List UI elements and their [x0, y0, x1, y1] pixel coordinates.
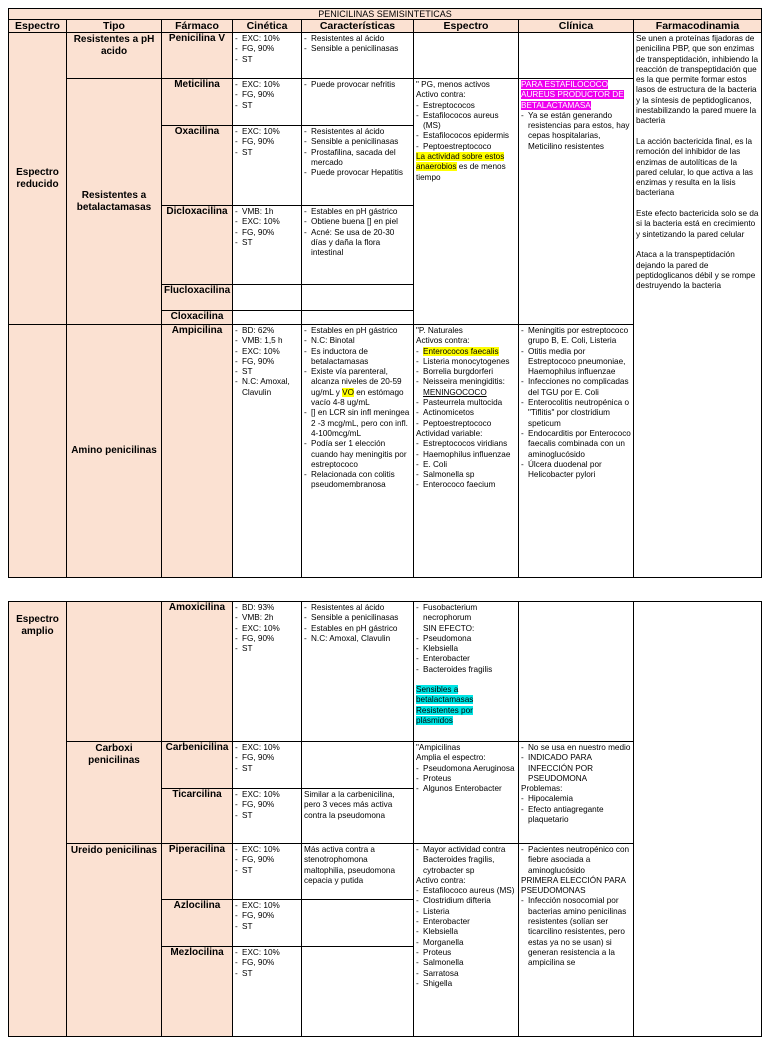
- list-item: - Fusobacterium necrophorum: [416, 603, 516, 624]
- drug-flucloxacilina: Flucloxacilina: [162, 285, 233, 311]
- list-item: - Pseudomona Aeruginosa: [416, 764, 516, 774]
- list-item: - Sensible a penicilinasas: [304, 44, 411, 54]
- list-item: - Sensible a penicilinasas: [304, 137, 411, 147]
- header-row: [9, 20, 762, 33]
- list-item: - Clostridium difteria: [416, 896, 516, 906]
- farmacodinamia-cell: [634, 33, 762, 578]
- header-farmaco: Fármaco: [162, 20, 233, 33]
- penicilinas-table: [8, 8, 762, 578]
- table-title: PENICILINAS SEMISINTETICAS: [9, 9, 762, 20]
- list-item: - EXC: 10%: [235, 948, 299, 958]
- espectro-cell: [414, 79, 519, 325]
- list-item: - FG, 90%: [235, 44, 299, 54]
- highlight: La actividad sobre estos anaerobios: [416, 152, 505, 172]
- list-item: - Haemophilus influenzae: [416, 450, 516, 460]
- list-item: - Estafilococo aureus (MS): [416, 886, 516, 896]
- list-item: - EXC: 10%: [235, 347, 299, 357]
- header-espectro-2: Espectro: [414, 20, 519, 33]
- cinetica-cell: [233, 947, 302, 1037]
- list-item: - BD: 93%: [235, 603, 299, 613]
- list-item: - Estables en pH gástrico: [304, 624, 411, 634]
- drug-ticarcilina: Ticarcilina: [162, 789, 233, 844]
- espectro-reducido-cell: Espectro reducido: [9, 33, 67, 325]
- list-item: - Otitis media por Estreptococo pneumoniae, Haemophilus influenzae: [521, 347, 631, 378]
- list-item: - Estreptococos: [416, 101, 516, 111]
- espectro-cell: [414, 742, 519, 844]
- cinetica-cell: [233, 126, 302, 206]
- text: [521, 80, 631, 111]
- header-caracteristicas: Características: [302, 20, 414, 33]
- list-item: - FG, 90%: [235, 800, 299, 810]
- list-item: - EXC: 10%: [235, 624, 299, 634]
- tipo-carboxi-cell: Carboxi penicilinas: [67, 742, 162, 844]
- header-clinica: Clínica: [519, 20, 634, 33]
- list-item: - Infecciones no complicadas del TGU por E. Coli: [521, 377, 631, 398]
- list-item: - Acné: Se usa de 20-30 días y daña la flora intestinal: [304, 228, 411, 259]
- drug-ampicilina: Ampicilina: [162, 325, 233, 578]
- list-item: - ST: [235, 148, 299, 158]
- list-item: - EXC: 10%: [235, 901, 299, 911]
- list-item: - Estables en pH gástrico: [304, 326, 411, 336]
- list-item: - Infección nosocomial por bacterias amino penicilinas resistentes (solían ser ticarcilino resistentes, pero estas ya no se usan) si generan resistencia a la ampicilina se: [521, 896, 631, 968]
- caracteristicas-cell: [302, 311, 414, 325]
- list-item: - EXC: 10%: [235, 127, 299, 137]
- clinica-cell: [519, 33, 634, 79]
- list-item: - Listeria: [416, 907, 516, 917]
- text: PRIMERA ELECCIÓN PARA PSEUDOMONAS: [521, 875, 626, 896]
- list-item: - Es inductora de betalactamasas: [304, 347, 411, 368]
- text: Activo contra:: [416, 90, 466, 100]
- drug-azlocilina: Azlocilina: [162, 900, 233, 947]
- tipo-ureido-cell: Ureido penicilinas: [67, 844, 162, 1037]
- text: Activo contra:: [416, 875, 466, 885]
- drug-meticilina: Meticilina: [162, 79, 233, 126]
- espectro-cell: [414, 844, 519, 1037]
- text: SIN EFECTO:: [423, 623, 475, 633]
- list-item: - EXC: 10%: [235, 80, 299, 90]
- list-item: - N.C: Binotal: [304, 336, 411, 346]
- caracteristicas-cell: [302, 79, 414, 126]
- list-item: - Úlcera duodenal por Helicobacter pylori: [521, 460, 631, 481]
- text: en estómago vacío 4-8 ug/mL: [311, 387, 404, 408]
- caracteristicas-cell: [302, 33, 414, 79]
- list-item: - Estafilococos aureus (MS): [416, 111, 516, 132]
- list-item: - ST: [235, 367, 299, 377]
- list-item: - FG, 90%: [235, 911, 299, 921]
- text: "P. Naturales: [416, 326, 463, 335]
- list-item: - Pasteurrela multocida: [416, 398, 516, 408]
- espectro-cell: [414, 325, 519, 578]
- list-item: - FG, 90%: [235, 958, 299, 968]
- caracteristicas-cell: [302, 206, 414, 285]
- list-item: - Enterococo faecium: [416, 480, 516, 490]
- list-item: [416, 347, 516, 357]
- text: Actividad variable:: [416, 428, 483, 438]
- clinica-cell: [519, 602, 634, 742]
- table-row: [9, 33, 762, 79]
- text: Activos contra:: [416, 336, 470, 346]
- tipo-beta-cell: Resistentes a betalactamasas: [67, 79, 162, 325]
- caracteristicas-cell: [302, 126, 414, 206]
- drug-oxacilina: Oxacilina: [162, 126, 233, 206]
- drug-dicloxacilina: Dicloxacilina: [162, 206, 233, 285]
- text: Existe vía parenteral, alcanza niveles de 20-59 ug/mL y: [311, 367, 402, 397]
- list-item: - FG, 90%: [235, 137, 299, 147]
- list-item: - Estreptococos viridians: [416, 439, 516, 449]
- drug-piperacilina: Piperacilina: [162, 844, 233, 900]
- list-item: - Klebsiella: [416, 927, 516, 937]
- list-item: - Bacteroides fragilis: [416, 665, 516, 675]
- list-item: - ST: [235, 101, 299, 111]
- list-item: - Proteus: [416, 948, 516, 958]
- header-farmacodinamia: Farmacodinamia: [634, 20, 762, 33]
- list-item: - Podía ser 1 elección cuando hay meningitis por estreptococo: [304, 439, 411, 470]
- list-item: - ST: [235, 969, 299, 979]
- list-item: - Estables en pH gástrico: [304, 207, 411, 217]
- list-item: - Obtiene buena [] en piel: [304, 217, 411, 227]
- list-item: - BD: 62%: [235, 326, 299, 336]
- caracteristicas-cell: [302, 602, 414, 742]
- clinica-cell: [519, 844, 634, 1037]
- list-item: - FG, 90%: [235, 228, 299, 238]
- highlight: Enterococos faecalis: [423, 346, 499, 356]
- drug-amoxicilina: Amoxicilina: [162, 602, 233, 742]
- caracteristicas-cell: Similar a la carbenicilina, pero 3 veces más activa contra la pseudomona: [302, 789, 414, 844]
- list-item: - EXC: 10%: [235, 790, 299, 800]
- cinetica-cell: [233, 602, 302, 742]
- text: es de menos tiempo: [416, 162, 506, 182]
- list-item: - FG, 90%: [235, 753, 299, 763]
- table-row: [9, 602, 762, 742]
- list-item: - Enterocolitis neutropénica o "Tiflitis" por clostridium speticum: [521, 398, 631, 429]
- highlight: Sensibles a betalactamasas Resistentes por plásmidos: [416, 685, 474, 725]
- espectro-cell: [414, 602, 519, 742]
- list-item: - N.C: Amoxal, Clavulin: [235, 377, 299, 398]
- list-item: - Salmonella sp: [416, 470, 516, 480]
- list-item: - Sarratosa: [416, 969, 516, 979]
- paragraph: Se unen a proteínas fijadoras de penicilina PBP, que son enzimas de transpeptidación, inhibiendo la reacción de transpeptidación que es la que permite formar estos lasos de estructura de la bacteria y la síntesis de peptidoglicanos, inestabilizando la pared muere la bacteria: [636, 34, 758, 126]
- list-item: - EXC: 10%: [235, 34, 299, 44]
- list-item: - Proteus: [416, 774, 516, 784]
- list-item: - VMB: 2h: [235, 613, 299, 623]
- list-item: - ST: [235, 644, 299, 654]
- list-item: - Peptoestreptococo: [416, 142, 516, 152]
- espectro-cell: [414, 33, 519, 79]
- header-espectro: Espectro: [9, 20, 67, 33]
- list-item: - Pseudomona: [416, 634, 516, 644]
- highlight: PARA ESTAFILOCOCO AUREUS PRODUCTOR DE BETALACTAMASA: [521, 80, 624, 110]
- drug-carbenicilina: Carbenicilina: [162, 742, 233, 789]
- tipo-cell: [67, 602, 162, 742]
- caracteristicas-cell: [302, 742, 414, 789]
- list-item: - Ya se están generando resistencias para estos, hay cepas hospitalarias, Meticilino resistentes: [521, 111, 631, 152]
- list-item: - FG, 90%: [235, 357, 299, 367]
- caracteristicas-cell: [302, 947, 414, 1037]
- drug-mezlocilina: Mezlocilina: [162, 947, 233, 1037]
- header-cinetica: Cinética: [233, 20, 302, 33]
- cinetica-cell: [233, 311, 302, 325]
- list-item: - FG, 90%: [235, 634, 299, 644]
- list-item: - Meningitis por estreptococo grupo B, E. Coli, Listeria: [521, 326, 631, 347]
- list-item: - Puede provocar Hepatitis: [304, 168, 411, 178]
- drug-cloxacilina: Cloxacilina: [162, 311, 233, 325]
- tipo-amino-cell: Amino penicilinas: [67, 325, 162, 578]
- list-item: - INDICADO PARA INFECCIÓN POR PSEUDOMONA: [521, 753, 631, 784]
- list-item: - Estafilococos epidermis: [416, 131, 516, 141]
- header-tipo: Tipo: [67, 20, 162, 33]
- list-item: - Salmonella: [416, 958, 516, 968]
- list-item: - FG, 90%: [235, 855, 299, 865]
- list-item: - EXC: 10%: [235, 743, 299, 753]
- list-item: - Morganella: [416, 938, 516, 948]
- list-item: - ST: [235, 922, 299, 932]
- cinetica-cell: [233, 325, 302, 578]
- farmacodinamia-cell: [634, 602, 762, 1037]
- drug-penicilina-v: Penicilina V: [162, 33, 233, 79]
- list-item: - Shigella: [416, 979, 516, 989]
- list-item: - Algunos Enterobacter: [416, 784, 516, 794]
- text: " PG, menos activos: [416, 80, 490, 89]
- text: "Ampicilinas: [416, 743, 461, 752]
- list-item: - Enterobacter: [416, 917, 516, 927]
- penicilinas-table-continued: [8, 601, 762, 1037]
- list-item: - N.C: Amoxal, Clavulin: [304, 634, 411, 644]
- cinetica-cell: [233, 285, 302, 311]
- list-item: - Resistentes al ácido: [304, 127, 411, 137]
- list-item: - Hipocalemia: [521, 794, 631, 804]
- list-item: - No se usa en nuestro medio: [521, 743, 631, 753]
- list-item: - Listeria monocytogenes: [416, 357, 516, 367]
- espectro-amplio-cell: Espectro amplio: [9, 602, 67, 1037]
- cinetica-cell: [233, 789, 302, 844]
- cinetica-cell: [233, 206, 302, 285]
- list-item: - Pacientes neutropénico con fiebre asociada a aminoglucósido: [521, 845, 631, 876]
- paragraph: Este efecto bactericida solo se da si la bacteria está en crecimiento y sintetizando la pared celular: [636, 209, 759, 239]
- cinetica-cell: [233, 900, 302, 947]
- cinetica-cell: [233, 33, 302, 79]
- cinetica-cell: [233, 79, 302, 126]
- list-item: - Puede provocar nefritis: [304, 80, 411, 90]
- list-item: - Prostafilina, sacada del mercado: [304, 148, 411, 169]
- list-item: - Sensible a penicilinasas: [304, 613, 411, 623]
- caracteristicas-cell: [302, 285, 414, 311]
- list-item: - ST: [235, 55, 299, 65]
- list-item: - Klebsiella: [416, 644, 516, 654]
- list-item: - Relacionada con colitis pseudomembranosa: [304, 470, 411, 491]
- list-item: - [] en LCR sin infl meningea 2 -3 mcg/mL, pero con infl. 4-100mcg/mL: [304, 408, 411, 439]
- list-item: - Efecto antiagregante plaquetario: [521, 805, 631, 826]
- list-item: - ST: [235, 238, 299, 248]
- clinica-cell: [519, 325, 634, 578]
- list-item: - Peptoestreptococo: [416, 419, 516, 429]
- list-item: [304, 367, 411, 408]
- caracteristicas-cell: [302, 325, 414, 578]
- cinetica-cell: [233, 742, 302, 789]
- clinica-cell: [519, 79, 634, 325]
- text: MENINGOCOCO: [423, 387, 487, 397]
- cinetica-cell: [233, 844, 302, 900]
- tipo-ph-cell: Resistentes a pH acido: [67, 33, 162, 79]
- text: [416, 685, 486, 726]
- list-item: - ST: [235, 811, 299, 821]
- clinica-cell: [519, 742, 634, 844]
- text: Neisseira meningiditis:: [423, 377, 505, 387]
- list-item: - VMB: 1h: [235, 207, 299, 217]
- espectro-cell: [9, 325, 67, 578]
- list-item: - Actinomicetos: [416, 408, 516, 418]
- highlight: VO: [342, 387, 354, 397]
- list-item: - Endocarditis por Enterococo faecalis combinada con un aminoglucósido: [521, 429, 631, 460]
- list-item: - EXC: 10%: [235, 217, 299, 227]
- list-item: - Resistentes al ácido: [304, 603, 411, 613]
- list-item: - E. Coli: [416, 460, 516, 470]
- list-item: - Enterobacter: [416, 654, 516, 664]
- list-item: - ST: [235, 866, 299, 876]
- paragraph: La acción bactericida final, es la remoción del inhibidor de las enzimas de autolíticas de la pared celular, lo que activa a las enzimas y resulta en la lisis bacteriana: [636, 136, 753, 198]
- text: Amplia el espectro:: [416, 753, 486, 763]
- text: [416, 152, 516, 183]
- list-item: - Borrelia burgdorferi: [416, 367, 516, 377]
- list-item: - Resistentes al ácido: [304, 34, 411, 44]
- list-item: - VMB: 1,5 h: [235, 336, 299, 346]
- text: Problemas:: [521, 784, 563, 794]
- caracteristicas-cell: Más activa contra a stenotrophomona maltophilia, pseudomona cepacia y putida: [302, 844, 414, 900]
- list-item: - Mayor actividad contra Bacteroides fragilis, cytrobacter sp: [416, 845, 516, 876]
- paragraph: Ataca a la transpeptidación dejando la pared de peptidoglicanos débil y se rompe destruyendo la bacteria: [636, 250, 756, 291]
- list-item: [416, 377, 516, 398]
- caracteristicas-cell: [302, 900, 414, 947]
- list-item: - FG, 90%: [235, 90, 299, 100]
- list-item: - ST: [235, 764, 299, 774]
- list-item: - EXC: 10%: [235, 845, 299, 855]
